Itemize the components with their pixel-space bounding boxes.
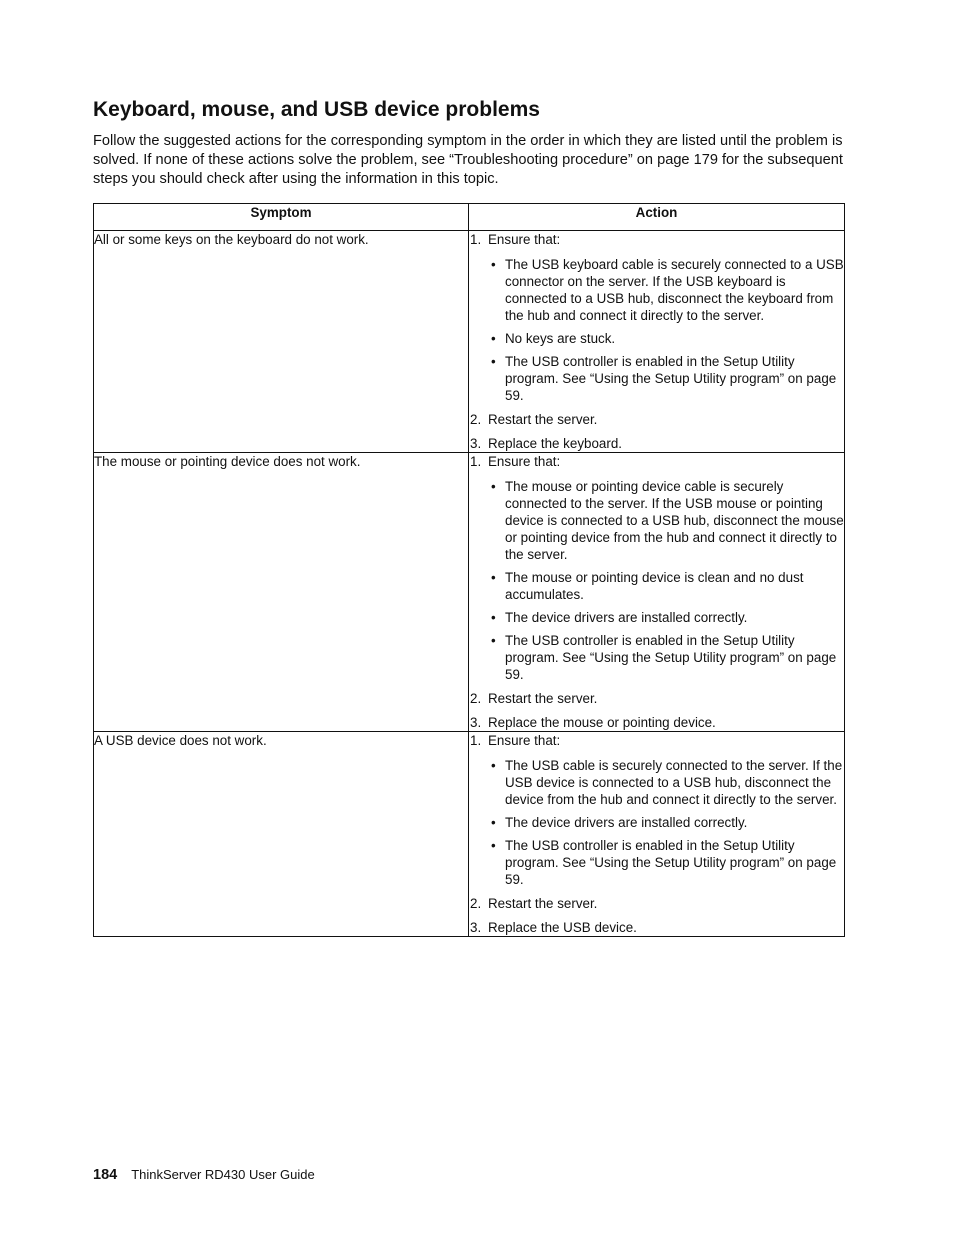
step-text: Replace the USB device. [488,920,637,935]
condition-text: The USB controller is enabled in the Setup Utility program. See “Using the Setup Utility program” on page 59. [505,838,837,887]
bullet-icon: • [491,331,496,346]
bullet-icon: • [491,257,496,272]
step-text: Ensure that: [488,454,561,469]
condition-text: The USB cable is securely connected to the server. If the USB device is connected to a USB hub, disconnect the device from the hub and connect it directly to the server. [505,758,843,807]
bullet-icon: • [491,633,496,648]
condition-text: The USB keyboard cable is securely connected to a USB connector on the server. If the USB keyboard is connected to a USB hub, disconnect the keyboard from the hub and connect it directly to the server. [505,257,844,323]
condition-text: The USB controller is enabled in the Setup Utility program. See “Using the Setup Utility program” on page 59. [505,354,837,403]
condition-item [488,353,844,404]
condition-item [488,837,844,888]
step-text: Restart the server. [488,691,598,706]
step-text: Replace the keyboard. [488,436,622,451]
step-number: 1. [470,232,482,247]
action-steps-list [469,453,844,731]
condition-item [488,609,844,626]
condition-list [488,478,844,683]
action-steps-list [469,231,844,452]
guide-title: ThinkServer RD430 User Guide [131,1167,315,1182]
step-number: 3. [470,920,482,935]
action-step [469,411,844,428]
table-row [94,453,845,732]
step-text: Restart the server. [488,896,598,911]
step-number: 2. [470,691,482,706]
bullet-icon: • [491,354,496,369]
step-text: Ensure that: [488,232,561,247]
step-number: 3. [470,715,482,730]
problems-table [93,203,845,937]
step-number: 2. [470,896,482,911]
action-step [469,453,844,683]
action-step [469,435,844,452]
step-text: Ensure that: [488,733,561,748]
action-steps-list [469,732,844,936]
step-number: 2. [470,412,482,427]
bullet-icon: • [491,570,496,585]
condition-text: The mouse or pointing device cable is securely connected to the server. If the USB mouse or pointing device is connected to a USB hub, disconnect the mouse or pointing device from the hub and connect it directly to the server. [505,479,844,562]
action-cell [469,231,845,453]
condition-text: The device drivers are installed correctly. [505,815,748,830]
action-step [469,231,844,404]
table-row [94,231,845,453]
condition-text: The USB controller is enabled in the Setup Utility program. See “Using the Setup Utility program” on page 59. [505,633,837,682]
condition-item [488,256,844,324]
step-text: Replace the mouse or pointing device. [488,715,716,730]
action-column-header: Action [469,204,845,231]
condition-item [488,632,844,683]
step-number: 1. [470,454,482,469]
condition-list [488,757,844,888]
bullet-icon: • [491,758,496,773]
action-cell [469,453,845,732]
condition-list [488,256,844,404]
symptom-column-header: Symptom [94,204,469,231]
action-step [469,690,844,707]
symptom-cell: All or some keys on the keyboard do not work. [94,231,469,453]
bullet-icon: • [491,479,496,494]
action-cell [469,732,845,937]
condition-item [488,569,844,603]
condition-text: The mouse or pointing device is clean and no dust accumulates. [505,570,804,602]
action-step [469,919,844,936]
bullet-icon: • [491,610,496,625]
condition-item [488,330,844,347]
condition-item [488,814,844,831]
condition-text: The device drivers are installed correctly. [505,610,748,625]
page-footer [93,1165,315,1185]
bullet-icon: • [491,838,496,853]
condition-item [488,478,844,563]
step-number: 1. [470,733,482,748]
symptom-cell: The mouse or pointing device does not work. [94,453,469,732]
action-step [469,732,844,888]
table-header-row [94,204,845,231]
step-number: 3. [470,436,482,451]
symptom-cell: A USB device does not work. [94,732,469,937]
action-step [469,714,844,731]
table-row [94,732,845,937]
step-text: Restart the server. [488,412,598,427]
action-step [469,895,844,912]
table-body [94,231,845,937]
page-title: Keyboard, mouse, and USB device problems [93,98,540,121]
intro-paragraph: Follow the suggested actions for the corresponding symptom in the order in which they are listed until the problem is solved. If none of these actions solve the problem, see “Troubleshooting procedure” on page 179 for the subsequent steps you should check after using the information in this topic. [93,133,843,187]
condition-text: No keys are stuck. [505,331,616,346]
page-number: 184 [93,1167,118,1183]
condition-item [488,757,844,808]
bullet-icon: • [491,815,496,830]
